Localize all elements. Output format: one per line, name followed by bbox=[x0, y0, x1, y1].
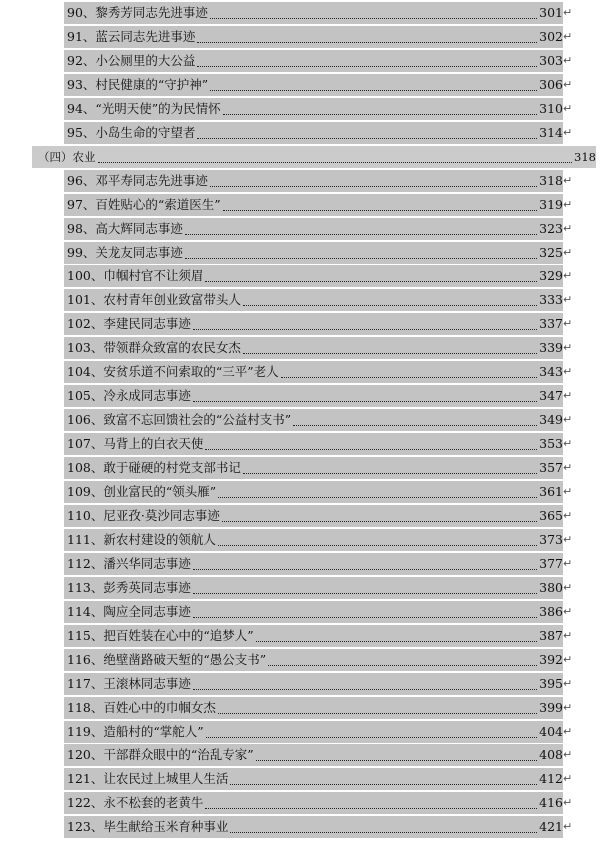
toc-entry[interactable] bbox=[64, 122, 563, 144]
toc-entry[interactable] bbox=[64, 505, 563, 527]
dot-leader bbox=[197, 66, 537, 67]
paragraph-mark-icon: ↵ bbox=[563, 389, 573, 402]
paragraph-mark-icon: ↵ bbox=[563, 796, 573, 809]
toc-page-number: 347 bbox=[539, 388, 563, 403]
toc-entry-title: 118、百姓心中的巾帼女杰 bbox=[67, 700, 216, 715]
dot-leader bbox=[193, 401, 537, 402]
paragraph-mark-icon: ↵ bbox=[563, 725, 573, 738]
dot-leader bbox=[185, 234, 537, 235]
dot-leader bbox=[210, 90, 537, 91]
dot-leader bbox=[210, 18, 537, 19]
paragraph-mark-icon: ↵ bbox=[563, 772, 573, 785]
toc-entry-title: 108、敢于碰硬的村党支部书记 bbox=[67, 460, 241, 475]
paragraph-mark-icon: ↵ bbox=[563, 413, 573, 426]
dot-leader bbox=[210, 186, 537, 187]
toc-entry[interactable] bbox=[64, 289, 563, 311]
paragraph-mark-icon: ↵ bbox=[563, 102, 573, 115]
paragraph-mark-icon: ↵ bbox=[563, 6, 573, 19]
toc-entry[interactable] bbox=[64, 218, 563, 240]
toc-entry[interactable] bbox=[64, 553, 563, 575]
paragraph-mark-icon: ↵ bbox=[563, 533, 573, 546]
paragraph-mark-icon: ↵ bbox=[563, 222, 573, 235]
toc-page-number: 380 bbox=[539, 580, 563, 595]
toc-entry-title: 99、关龙友同志事迹 bbox=[67, 245, 183, 260]
paragraph-mark-icon: ↵ bbox=[563, 629, 573, 642]
dot-leader bbox=[256, 641, 538, 642]
toc-page-number: 329 bbox=[539, 268, 563, 283]
toc-page-number: 323 bbox=[539, 221, 563, 236]
paragraph-mark-icon: ↵ bbox=[563, 365, 573, 378]
dot-leader bbox=[197, 138, 537, 139]
dot-leader bbox=[243, 305, 537, 306]
toc-page-number: 373 bbox=[539, 532, 563, 547]
toc-page-number: 301 bbox=[539, 5, 563, 20]
toc-entry-title: 116、绝壁凿路破天堑的“愚公支书” bbox=[67, 652, 267, 667]
paragraph-mark-icon: ↵ bbox=[563, 317, 573, 330]
toc-entry[interactable] bbox=[64, 433, 563, 455]
toc-entry-title: 90、黎秀芳同志先进事迹 bbox=[67, 5, 208, 20]
toc-entry[interactable] bbox=[64, 242, 563, 264]
paragraph-mark-icon: ↵ bbox=[563, 437, 573, 450]
paragraph-mark-icon: ↵ bbox=[563, 605, 573, 618]
toc-entry[interactable] bbox=[64, 26, 563, 48]
paragraph-mark-icon: ↵ bbox=[563, 485, 573, 498]
paragraph-mark-icon: ↵ bbox=[563, 701, 573, 714]
dot-leader bbox=[98, 162, 573, 163]
toc-entry-title: 120、干部群众眼中的“治乱专家” bbox=[67, 747, 254, 762]
dot-leader bbox=[197, 42, 537, 43]
toc-page-number: 318 bbox=[539, 173, 563, 188]
toc-page-number: 412 bbox=[539, 771, 563, 786]
toc-entry[interactable] bbox=[64, 170, 563, 192]
paragraph-mark-icon: ↵ bbox=[563, 54, 573, 67]
toc-page-number: 314 bbox=[539, 125, 563, 140]
toc-entry-title: 94、“光明天使”的为民情怀 bbox=[67, 101, 221, 116]
toc-entry[interactable] bbox=[64, 457, 563, 479]
paragraph-mark-icon: ↵ bbox=[563, 293, 573, 306]
dot-leader bbox=[230, 832, 537, 833]
paragraph-mark-icon: ↵ bbox=[563, 30, 573, 43]
toc-entry[interactable] bbox=[64, 768, 563, 790]
toc-entry-title: 92、小公厕里的大公益 bbox=[67, 53, 196, 68]
toc-page-number: 343 bbox=[539, 364, 563, 379]
paragraph-mark-icon: ↵ bbox=[563, 461, 573, 474]
toc-entry[interactable] bbox=[64, 625, 563, 647]
paragraph-mark-icon: ↵ bbox=[563, 78, 573, 91]
paragraph-mark-icon: ↵ bbox=[563, 269, 573, 282]
toc-page-number: 318 bbox=[574, 150, 596, 164]
toc-entry-title: 100、巾帼村官不让须眉 bbox=[67, 268, 204, 283]
toc-entry[interactable] bbox=[64, 792, 563, 814]
dot-leader bbox=[205, 281, 537, 282]
toc-page-number: 337 bbox=[539, 316, 563, 331]
toc-page-number: 303 bbox=[539, 53, 563, 68]
toc-entry[interactable] bbox=[64, 74, 563, 96]
dot-leader bbox=[185, 258, 537, 259]
dot-leader bbox=[205, 808, 537, 809]
dot-leader bbox=[223, 114, 537, 115]
toc-entry-title: （四）农业 bbox=[38, 150, 96, 164]
toc-entry[interactable] bbox=[64, 98, 563, 120]
paragraph-mark-icon: ↵ bbox=[563, 557, 573, 570]
dot-leader bbox=[243, 353, 537, 354]
toc-page-number: 306 bbox=[539, 77, 563, 92]
toc-entry[interactable] bbox=[64, 721, 563, 743]
toc-entry-title: 105、冷永成同志事迹 bbox=[67, 388, 191, 403]
toc-page-number: 339 bbox=[539, 340, 563, 355]
toc-page-number: 319 bbox=[539, 197, 563, 212]
toc-entry-title: 115、把百姓装在心中的“追梦人” bbox=[67, 628, 254, 643]
toc-entry[interactable] bbox=[64, 337, 563, 359]
toc-section-heading[interactable] bbox=[32, 146, 596, 168]
toc-entry[interactable] bbox=[64, 194, 563, 216]
toc-page-number: 333 bbox=[539, 292, 563, 307]
paragraph-mark-icon: ↵ bbox=[563, 509, 573, 522]
dot-leader bbox=[256, 760, 538, 761]
toc-entry-title: 98、高大辉同志事迹 bbox=[67, 221, 183, 236]
toc-page-number: 404 bbox=[539, 724, 563, 739]
toc-page-number: 392 bbox=[539, 652, 563, 667]
dot-leader bbox=[293, 425, 537, 426]
toc-entry-title: 107、马背上的白衣天使 bbox=[67, 436, 204, 451]
paragraph-mark-icon: ↵ bbox=[563, 820, 573, 833]
toc-entry-title: 103、带领群众致富的农民女杰 bbox=[67, 340, 241, 355]
toc-entry-title: 110、尼亚孜·莫沙同志事迹 bbox=[67, 508, 220, 523]
dot-leader bbox=[193, 329, 537, 330]
toc-entry[interactable] bbox=[64, 481, 563, 503]
toc-page-number: 386 bbox=[539, 604, 563, 619]
toc-entry[interactable] bbox=[64, 361, 563, 383]
toc-entry-title: 93、村民健康的“守护神” bbox=[67, 77, 209, 92]
toc-entry-title: 109、创业富民的“领头雁” bbox=[67, 484, 217, 499]
toc-page-number: 408 bbox=[539, 747, 563, 762]
dot-leader bbox=[205, 449, 537, 450]
paragraph-mark-icon: ↵ bbox=[563, 198, 573, 211]
dot-leader bbox=[193, 617, 537, 618]
dot-leader bbox=[223, 210, 537, 211]
dot-leader bbox=[281, 377, 538, 378]
toc-entry[interactable] bbox=[64, 2, 563, 24]
toc-page-number: 387 bbox=[539, 628, 563, 643]
dot-leader bbox=[243, 473, 537, 474]
toc-entry-title: 114、陶应全同志事迹 bbox=[67, 604, 191, 619]
dot-leader bbox=[193, 569, 537, 570]
toc-page-number: 325 bbox=[539, 245, 563, 260]
toc-page-number: 302 bbox=[539, 29, 563, 44]
toc-entry-title: 106、致富不忘回馈社会的“公益村支书” bbox=[67, 412, 292, 427]
toc-entry-title: 104、安贫乐道不问索取的“三平”老人 bbox=[67, 364, 279, 379]
toc-page-number: 395 bbox=[539, 676, 563, 691]
toc-entry[interactable] bbox=[64, 313, 563, 335]
paragraph-mark-icon: ↵ bbox=[563, 581, 573, 594]
toc-entry[interactable] bbox=[64, 577, 563, 599]
toc-entry-title: 113、彭秀英同志事迹 bbox=[67, 580, 191, 595]
dot-leader bbox=[193, 593, 537, 594]
toc-entry[interactable] bbox=[64, 529, 563, 551]
paragraph-mark-icon: ↵ bbox=[563, 246, 573, 259]
paragraph-mark-icon: ↵ bbox=[563, 126, 573, 139]
toc-entry-title: 91、蓝云同志先进事迹 bbox=[67, 29, 196, 44]
toc-entry-title: 101、农村青年创业致富带头人 bbox=[67, 292, 241, 307]
toc-entry[interactable] bbox=[64, 385, 563, 407]
toc-entry-title: 119、造船村的“掌舵人” bbox=[67, 724, 204, 739]
toc-entry[interactable] bbox=[64, 649, 563, 671]
toc-page-number: 421 bbox=[539, 819, 563, 834]
toc-entry-title: 117、王滚林同志事迹 bbox=[67, 676, 191, 691]
paragraph-mark-icon: ↵ bbox=[563, 174, 573, 187]
toc-page-number: 416 bbox=[539, 795, 563, 810]
toc-entry-title: 96、邓平寿同志先进事迹 bbox=[67, 173, 208, 188]
toc-entry[interactable] bbox=[64, 601, 563, 623]
toc-entry-title: 121、让农民过上城里人生活 bbox=[67, 771, 229, 786]
toc-entry-title: 123、毕生献给玉米育种事业 bbox=[67, 819, 229, 834]
toc-page-number: 365 bbox=[539, 508, 563, 523]
dot-leader bbox=[218, 545, 537, 546]
toc-entry-title: 112、潘兴华同志事迹 bbox=[67, 556, 191, 571]
paragraph-mark-icon: ↵ bbox=[563, 653, 573, 666]
toc-entry[interactable] bbox=[64, 50, 563, 72]
dot-leader bbox=[218, 713, 537, 714]
paragraph-mark-icon: ↵ bbox=[563, 677, 573, 690]
toc-entry[interactable] bbox=[64, 409, 563, 431]
paragraph-mark-icon: ↵ bbox=[563, 341, 573, 354]
toc-page-number: 361 bbox=[539, 484, 563, 499]
toc-page-number: 377 bbox=[539, 556, 563, 571]
dot-leader bbox=[230, 784, 537, 785]
toc-entry-title: 97、百姓贴心的“索道医生” bbox=[67, 197, 221, 212]
toc-entry[interactable] bbox=[64, 744, 563, 766]
dot-leader bbox=[222, 521, 537, 522]
toc-entry[interactable] bbox=[64, 816, 563, 838]
toc-entry[interactable] bbox=[64, 697, 563, 719]
dot-leader bbox=[268, 665, 537, 666]
toc-entry-title: 95、小岛生命的守望者 bbox=[67, 125, 196, 140]
toc-page-number: 399 bbox=[539, 700, 563, 715]
toc-page-number: 310 bbox=[539, 101, 563, 116]
toc-page-number: 353 bbox=[539, 436, 563, 451]
dot-leader bbox=[206, 737, 538, 738]
dot-leader bbox=[193, 689, 537, 690]
toc-page-number: 349 bbox=[539, 412, 563, 427]
toc-entry[interactable] bbox=[64, 265, 563, 287]
dot-leader bbox=[218, 497, 537, 498]
toc-entry-title: 111、新农村建设的领航人 bbox=[67, 532, 216, 547]
paragraph-mark-icon: ↵ bbox=[563, 748, 573, 761]
toc-entry-title: 102、李建民同志事迹 bbox=[67, 316, 191, 331]
toc-page-number: 357 bbox=[539, 460, 563, 475]
toc-entry-title: 122、永不松套的老黄牛 bbox=[67, 795, 204, 810]
toc-entry[interactable] bbox=[64, 673, 563, 695]
